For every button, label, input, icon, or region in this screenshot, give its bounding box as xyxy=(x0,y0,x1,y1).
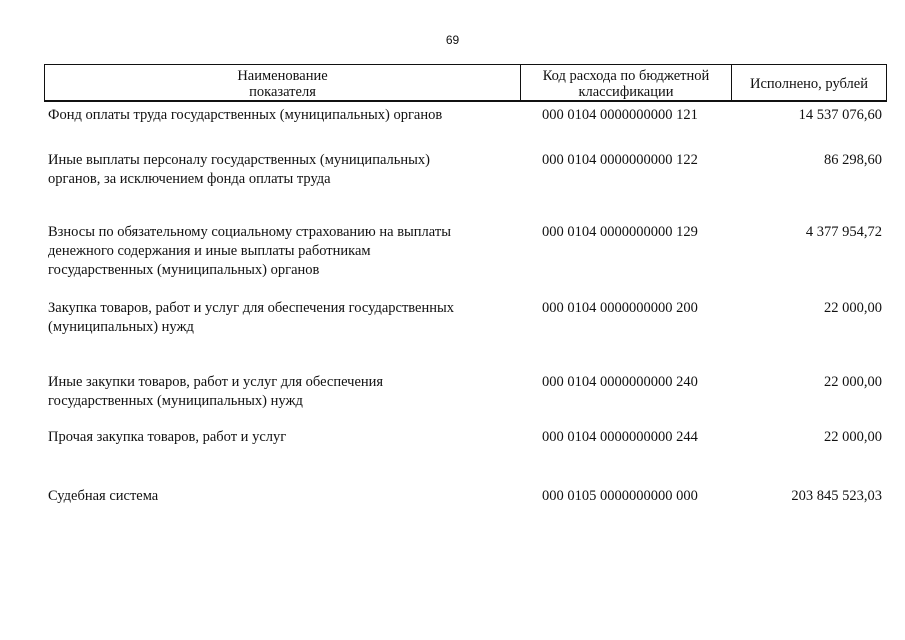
table-header xyxy=(44,64,887,102)
row-name xyxy=(48,223,508,280)
row-name-line: государственных (муниципальных) нужд xyxy=(48,393,303,409)
header-code-line: классификации xyxy=(578,84,674,100)
row-amount: 4 377 954,72 xyxy=(805,224,882,240)
header-amount-column: Исполнено, рублей xyxy=(750,76,868,92)
row-name-line: Судебная система xyxy=(48,488,159,504)
row-amount: 22 000,00 xyxy=(824,429,882,445)
row-code: 000 0104 0000000000 244 xyxy=(542,429,698,445)
row-name-line: Прочая закупка товаров, работ и услуг xyxy=(48,429,287,445)
row-name-line: Взносы по обязательному социальному страхованию на выплаты xyxy=(48,224,451,240)
row-name xyxy=(48,428,508,447)
row-amount: 22 000,00 xyxy=(824,374,882,390)
row-name-line: (муниципальных) нужд xyxy=(48,319,194,335)
row-name-line: государственных (муниципальных) органов xyxy=(48,262,320,278)
row-name xyxy=(48,373,508,411)
row-name-line: Закупка товаров, работ и услуг для обеспечения государственных xyxy=(48,300,455,316)
row-name-line: Иные закупки товаров, работ и услуг для обеспечения xyxy=(48,374,384,390)
row-amount: 86 298,60 xyxy=(824,152,882,168)
header-code-line: Код расхода по бюджетной xyxy=(542,68,710,84)
header-code-column xyxy=(521,65,732,101)
row-name xyxy=(48,299,508,337)
row-code: 000 0105 0000000000 000 xyxy=(542,488,698,504)
page-number: 69 xyxy=(445,33,460,47)
row-code: 000 0104 0000000000 121 xyxy=(542,107,698,123)
row-name-line: денежного содержания и иные выплаты работникам xyxy=(48,243,371,259)
row-code: 000 0104 0000000000 129 xyxy=(542,224,698,240)
row-name-line: Иные выплаты персоналу государственных (муниципальных) xyxy=(48,152,430,168)
row-code: 000 0104 0000000000 122 xyxy=(542,152,698,168)
row-amount: 14 537 076,60 xyxy=(798,107,882,123)
row-code: 000 0104 0000000000 240 xyxy=(542,374,698,390)
row-name-line: органов, за исключением фонда оплаты труда xyxy=(48,171,331,187)
header-name-line: показателя xyxy=(249,84,316,100)
row-amount: 22 000,00 xyxy=(824,300,882,316)
header-name-line: Наименование xyxy=(237,68,328,84)
row-name-line: Фонд оплаты труда государственных (муниципальных) органов xyxy=(48,107,443,123)
row-name xyxy=(48,106,508,125)
row-name xyxy=(48,487,508,506)
header-name-column xyxy=(45,65,521,101)
row-code: 000 0104 0000000000 200 xyxy=(542,300,698,316)
row-amount: 203 845 523,03 xyxy=(791,488,882,504)
row-name xyxy=(48,151,508,189)
